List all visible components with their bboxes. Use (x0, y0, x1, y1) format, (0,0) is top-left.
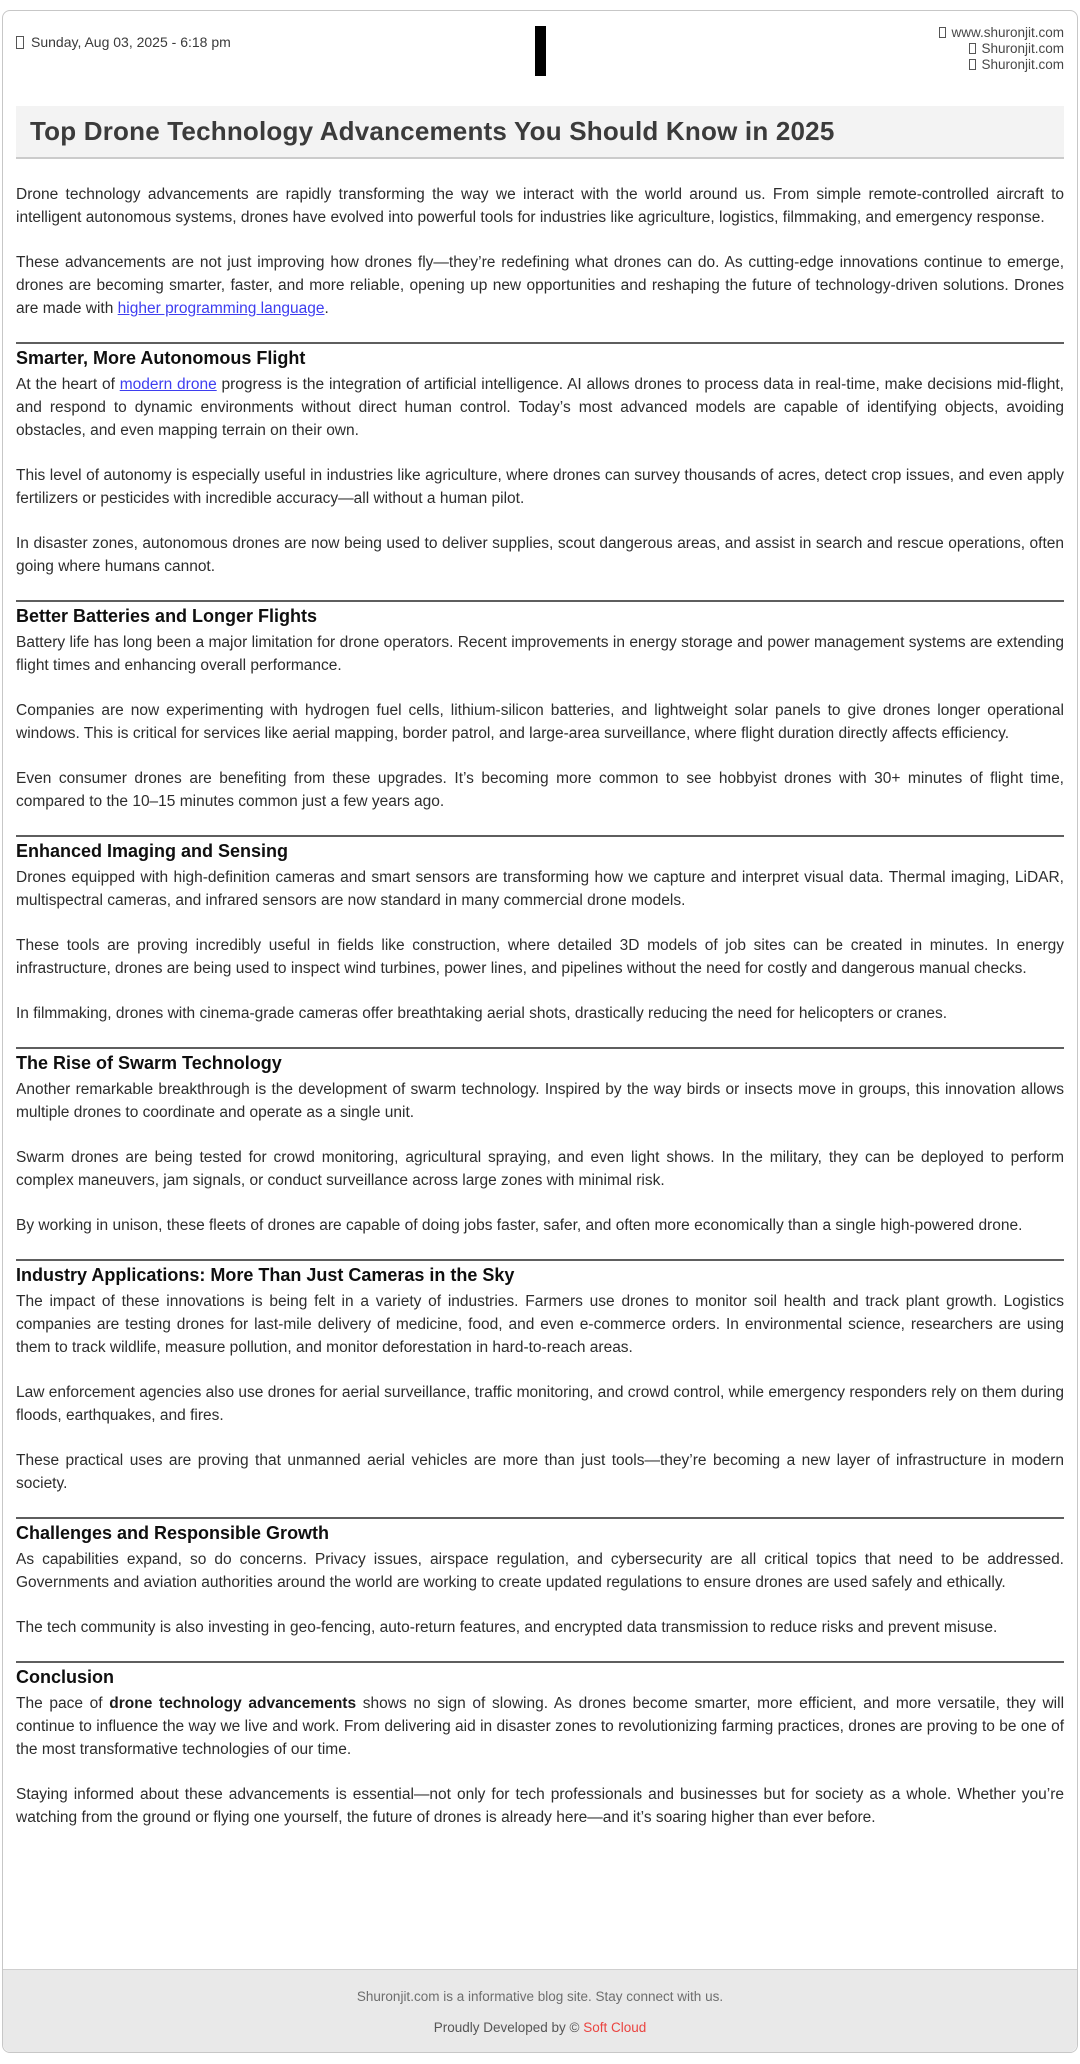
social-link-1-text: Shuronjit.com (981, 41, 1064, 56)
footer-credit-text: Proudly Developed by © (433, 2020, 584, 2035)
paragraph-text: The pace of (16, 1695, 110, 1712)
higher-programming-language-link[interactable]: higher programming language (117, 300, 325, 317)
page-card (2, 10, 1078, 2053)
paragraph: Drones equipped with high-definition cameras and smart sensors are transforming how we capture and interpret visual data. Thermal imaging, LiDAR, multispectral cameras, and infrared sensors are now standard in many commercial drone models. (16, 869, 1064, 909)
paragraph-text: shows no sign of slowing. As drones become smarter, more efficient, and more versatile, they will continue to influence the way we live and work. From delivering aid in disaster zones to revolutionizing farming practices, drones are proving to be one of the most transformative technologies of our time. (16, 1695, 1065, 1758)
section-better-batteries-and-longer-flights (16, 600, 1064, 813)
page-header (3, 11, 1077, 84)
modern-drone-link[interactable]: modern drone (119, 376, 217, 393)
section-heading: Smarter, More Autonomous Flight (16, 348, 306, 368)
paragraph (16, 1692, 1064, 1761)
paragraph: This level of autonomy is especially useful in industries like agriculture, where drones can survey thousands of acres, detect crop issues, and even apply fertilizers or pesticides with incredible accuracy—all without a human pilot. (16, 467, 1064, 507)
footer-tagline: Shuronjit.com is a informative blog site. Stay connect with us. (356, 1989, 724, 2004)
paragraph (16, 373, 1064, 442)
intro-paragraph-2 (16, 251, 1064, 320)
section-challenges-and-responsible-growth (16, 1517, 1064, 1639)
clock-icon (16, 36, 24, 49)
paragraph: Swarm drones are being tested for crowd monitoring, agricultural spraying, and even light shows. In the military, they can be deployed to perform complex maneuvers, jam signals, or conduct surveillance across large zones with minimal risk. (16, 1149, 1064, 1189)
section-heading: Challenges and Responsible Growth (16, 1523, 330, 1543)
title-box (16, 106, 1064, 159)
paragraph: In filmmaking, drones with cinema-grade cameras offer breathtaking aerial shots, drastically reducing the need for helicopters or cranes. (16, 1005, 948, 1022)
paragraph-text: progress is the integration of artificial intelligence. AI allows drones to process data in real-time, make decisions mid-flight, and respond to dynamic environments without direct human control. Today’s most advanced models are capable of identifying objects, avoiding obstacles, and even mapping terrain on their own. (16, 376, 1064, 439)
header-logo-wrap (535, 25, 546, 76)
paragraph: Another remarkable breakthrough is the development of swarm technology. Inspired by the way birds or insects move in groups, this innovation allows multiple drones to coordinate and operate as a single unit. (16, 1081, 1064, 1121)
bold-keyphrase: drone technology advancements (109, 1695, 357, 1712)
footer-credit (3, 2018, 1077, 2037)
page-footer (3, 1969, 1077, 2052)
paragraph: In disaster zones, autonomous drones are now being used to deliver supplies, scout dangerous areas, and assist in search and rescue operations, often going where humans cannot. (16, 535, 1064, 575)
paragraph: The impact of these innovations is being felt in a variety of industries. Farmers use drones to monitor soil health and track plant growth. Logistics companies are testing drones for last-mile delivery of medicine, food, and even e-commerce orders. In environmental science, researchers are using them to track wildlife, measure pollution, and monitor deforestation in hard-to-reach areas. (16, 1293, 1064, 1356)
paragraph: Battery life has long been a major limitation for drone operators. Recent improvements in energy storage and power management systems are extending flight times and enhancing overall performance. (16, 634, 1064, 674)
section-heading: Conclusion (16, 1667, 114, 1687)
section-the-rise-of-swarm-technology (16, 1047, 1064, 1237)
social-icon-1 (969, 43, 976, 54)
section-smarter-more-autonomous-flight (16, 342, 1064, 578)
paragraph-text: These advancements are not just improving how drones fly—they’re redefining what drones can do. As cutting-edge innovations continue to emerge, drones are becoming smarter, faster, and more reliable, opening up new opportunities and reshaping the future of technology-driven solutions. Drones are made with (16, 254, 1064, 317)
article-content (3, 159, 1077, 1851)
date-text: Sunday, Aug 03, 2025 - 6:18 pm (31, 34, 231, 50)
section-heading: Enhanced Imaging and Sensing (16, 841, 289, 861)
section-industry-applications (16, 1259, 1064, 1495)
section-heading: The Rise of Swarm Technology (16, 1053, 282, 1073)
paragraph: By working in unison, these fleets of drones are capable of doing jobs faster, safer, and often more economically than a single high-powered drone. (16, 1217, 1023, 1234)
section-enhanced-imaging-and-sensing (16, 835, 1064, 1025)
website-link-text: www.shuronjit.com (951, 25, 1064, 40)
site-logo (535, 26, 546, 76)
soft-cloud-link[interactable]: Soft Cloud (583, 2020, 647, 2035)
paragraph: The tech community is also investing in geo-fencing, auto-return features, and encrypted data transmission to reduce risks and prevent misuse. (16, 1619, 998, 1636)
section-heading: Industry Applications: More Than Just Cameras in the Sky (16, 1265, 515, 1285)
print-date (16, 25, 535, 50)
intro-paragraph-1: Drone technology advancements are rapidly transforming the way we interact with the world around us. From simple remote-controlled aircraft to intelligent autonomous systems, drones have evolved into powerful tools for industries like agriculture, logistics, filmmaking, and emergency response. (16, 186, 1064, 226)
header-links (546, 25, 1065, 73)
paragraph-text: At the heart of (16, 376, 120, 393)
section-heading: Better Batteries and Longer Flights (16, 606, 318, 626)
website-link[interactable] (546, 25, 1065, 41)
page-title: Top Drone Technology Advancements You Should Know in 2025 (30, 116, 835, 146)
paragraph: Even consumer drones are benefiting from these upgrades. It’s becoming more common to see hobbyist drones with 30+ minutes of flight time, compared to the 10–15 minutes common just a few years ago. (16, 770, 1064, 810)
globe-icon (939, 27, 946, 38)
paragraph: Law enforcement agencies also use drones for aerial surveillance, traffic monitoring, and crowd control, while emergency responders rely on them during floods, earthquakes, and fires. (16, 1384, 1064, 1424)
social-link-1[interactable] (546, 41, 1065, 57)
paragraph-text: . (324, 300, 329, 317)
social-icon-2 (969, 59, 976, 70)
paragraph: These practical uses are proving that unmanned aerial vehicles are more than just tools—they’re becoming a new layer of infrastructure in modern society. (16, 1452, 1064, 1492)
social-link-2[interactable] (546, 57, 1065, 73)
paragraph: Companies are now experimenting with hydrogen fuel cells, lithium-silicon batteries, and lightweight solar panels to give drones longer operational windows. This is critical for services like aerial mapping, border patrol, and large-area surveillance, where flight duration directly affects efficiency. (16, 702, 1064, 742)
paragraph: These tools are proving incredibly useful in fields like construction, where detailed 3D models of job sites can be created in minutes. In energy infrastructure, drones are being used to inspect wind turbines, power lines, and pipelines without the need for costly and dangerous manual checks. (16, 937, 1064, 977)
paragraph: Staying informed about these advancements is essential—not only for tech professionals and businesses but for society as a whole. Whether you’re watching from the ground or flying one yourself, the future of drones is already here—and it’s soaring higher than ever before. (16, 1786, 1064, 1826)
section-conclusion (16, 1661, 1064, 1829)
social-link-2-text: Shuronjit.com (981, 57, 1064, 72)
paragraph: As capabilities expand, so do concerns. Privacy issues, airspace regulation, and cybersecurity are all critical topics that need to be addressed. Governments and aviation authorities around the world are working to create updated regulations to ensure drones are used safely and ethically. (16, 1551, 1064, 1591)
